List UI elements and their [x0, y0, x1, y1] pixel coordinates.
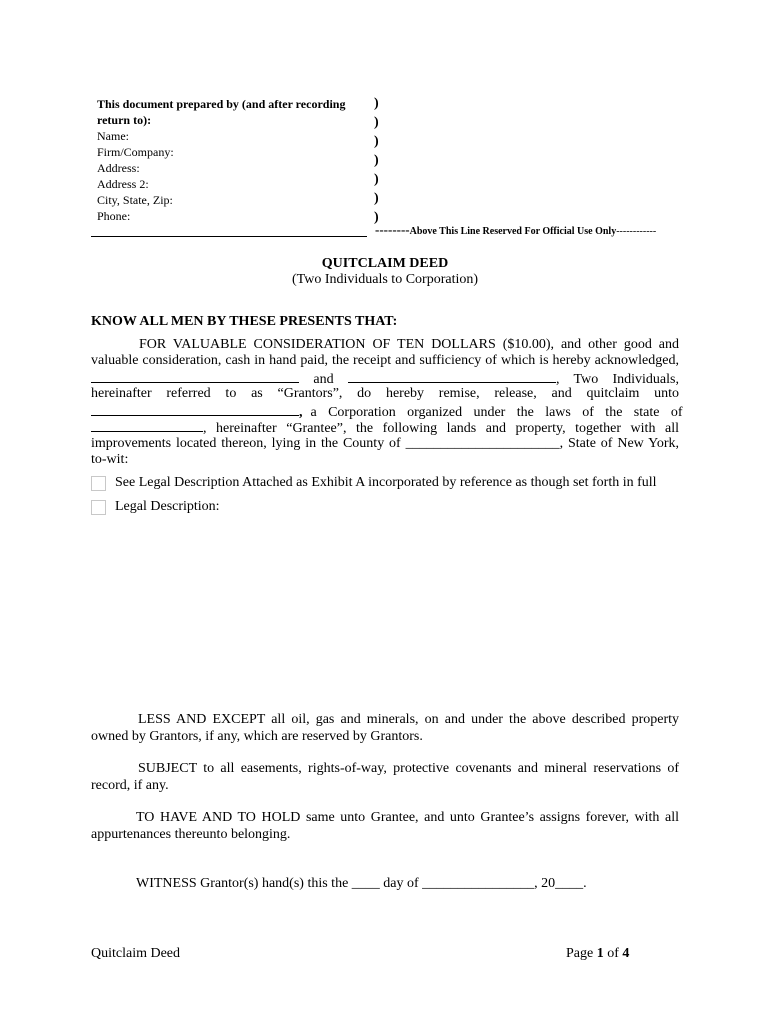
option-legal-description[interactable] — [91, 499, 220, 515]
consideration-line-7: improvements located thereon, lying in the County of ______________________, State of New York, — [91, 436, 679, 451]
to-have-paragraph: TO HAVE AND TO HOLD same unto Grantee, and unto Grantee’s assigns forever, with all appurtenances thereunto belonging. — [91, 810, 679, 842]
bracket: ) — [374, 115, 379, 130]
official-use-line — [375, 222, 656, 238]
current-page: 1 — [596, 946, 604, 961]
consideration-line-8: to-wit: — [91, 452, 129, 467]
consideration-line-1: FOR VALUABLE CONSIDERATION OF TEN DOLLARS ($10.00), and other good and — [139, 337, 679, 352]
exhibit-a-checkbox[interactable] — [91, 476, 106, 491]
total-pages: 4 — [622, 946, 630, 961]
consideration-line-6 — [91, 419, 679, 437]
bracket-column — [374, 94, 384, 227]
and-word: and — [313, 372, 334, 387]
footer-document-name: Quitclaim Deed — [91, 946, 181, 961]
two-individuals-text: , Two Individuals, — [556, 372, 679, 387]
document-subtitle: (Two Individuals to Corporation) — [291, 272, 479, 287]
preparer-firm-label: Firm/Company: — [97, 145, 174, 159]
preparer-city-label: City, State, Zip: — [97, 193, 173, 207]
less-except-paragraph: LESS AND EXCEPT all oil, gas and minerals, on and under the above described property owned by Grantors, if any, which are reserved by Grantors. — [91, 712, 679, 744]
legal-description-label: Legal Description: — [115, 499, 220, 514]
official-use-trail: ------------ — [616, 226, 657, 237]
consideration-line-2: valuable consideration, cash in hand paid, the receipt and sufficiency of which is hereby acknowledged, — [91, 353, 679, 368]
preparer-block — [97, 96, 372, 224]
official-use-dashes: -------- — [375, 222, 410, 237]
preparer-address2-label: Address 2: — [97, 177, 149, 191]
grantee-text: , hereinafter “Grantee”, the following lands and property, together with all — [203, 421, 679, 436]
page-word: Page — [566, 946, 594, 961]
of-word: of — [607, 946, 619, 961]
preparer-address-label: Address: — [97, 161, 140, 175]
witness-line: WITNESS Grantor(s) hand(s) this the ____ day of ________________, 20____. — [136, 876, 587, 891]
preparer-heading-1: This document prepared by (and after recording — [97, 97, 346, 111]
consideration-line-4: hereinafter referred to as “Grantors”, do hereby remise, release, and quitclaim unto — [91, 386, 679, 401]
preparer-phone-label: Phone: — [97, 209, 131, 223]
preparer-divider — [91, 236, 367, 237]
official-use-text: Above This Line Reserved For Official Use Only — [409, 226, 617, 237]
preparer-heading-2: return to): — [97, 113, 152, 127]
bracket: ) — [374, 153, 379, 168]
footer-page-number — [566, 946, 629, 962]
exhibit-a-label: See Legal Description Attached as Exhibit A incorporated by reference as though set forth in full — [115, 475, 657, 490]
bracket: ) — [374, 172, 379, 187]
option-exhibit-a[interactable] — [91, 475, 657, 491]
document-title: QUITCLAIM DEED — [321, 256, 449, 271]
bracket: ) — [374, 96, 379, 111]
corporation-text: a Corporation organized under the laws of the state of — [310, 405, 683, 420]
subject-paragraph: SUBJECT to all easements, rights-of-way, protective covenants and mineral reservations of record, if any. — [91, 761, 679, 793]
bracket: ) — [374, 191, 379, 206]
know-all-heading: KNOW ALL MEN BY THESE PRESENTS THAT: — [91, 314, 398, 329]
grantor-1-blank[interactable] — [91, 370, 299, 383]
legal-description-checkbox[interactable] — [91, 500, 106, 515]
bracket: ) — [374, 210, 379, 225]
state-blank[interactable] — [91, 419, 203, 432]
grantee-comma: , — [299, 405, 303, 420]
grantee-name-blank[interactable] — [91, 403, 299, 416]
bracket: ) — [374, 134, 379, 149]
preparer-name-label: Name: — [97, 129, 129, 143]
grantor-2-blank[interactable] — [348, 370, 556, 383]
